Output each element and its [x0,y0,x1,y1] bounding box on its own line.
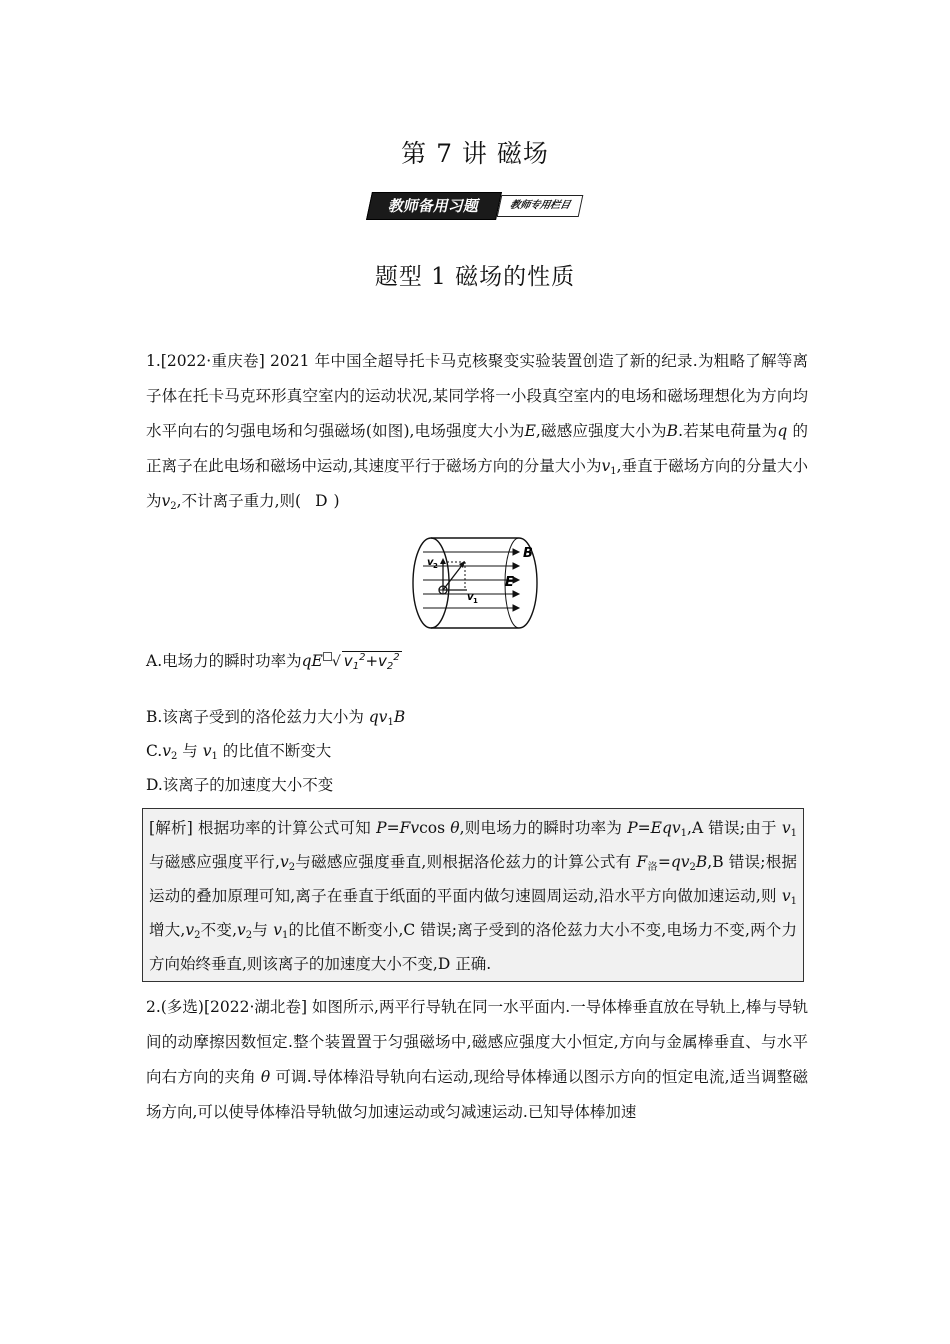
question-1-text: ) [333,492,340,510]
symbol-v2: v [237,921,246,939]
analysis-text: ,A 错误;由于 [687,819,782,837]
option-c-prefix: C. [146,742,163,760]
question-1-source: 1.[2022·重庆卷] [146,352,265,370]
question-2 [146,990,808,1130]
arrow-head [513,549,519,555]
subscript: 1 [387,717,394,728]
symbol-theta: θ [450,819,460,837]
banner-sub-label: 教师专用栏目 [497,195,584,217]
symbol-v1: v [601,457,611,475]
symbol-F: F [636,853,648,871]
label-v2-sub: 2 [433,562,438,570]
field-cylinder-figure [409,534,541,632]
label-E: E [505,575,514,590]
plus-sign: + [365,652,379,670]
arrow-head [513,605,519,611]
symbol-B: B [666,422,679,440]
option-c-text: 与 [177,742,203,760]
symbol-v1: v [781,887,791,905]
superscript: 2 [393,652,400,663]
option-a-qE: qE [301,652,323,670]
analysis-text: cos [419,819,451,837]
placeholder-box [323,652,332,661]
symbol-B: B [695,853,708,871]
label-v1-sub: 1 [473,597,478,605]
option-c-text: 的比值不断变大 [217,742,332,760]
option-c-v2: v [162,742,171,760]
analysis-text: 根据功率的计算公式可知 [192,819,377,837]
velocity-resultant-vector [443,564,463,590]
analysis-text: ,B 错误;根据运动的叠加原理可知,离子在垂直于纸面的平面内做匀速圆周运动,沿水平方向做加速运动,则 [149,853,798,905]
sqrt-v2: v [378,652,387,670]
analysis-text: 不变, [200,921,238,939]
symbol-theta: θ [260,1068,271,1086]
question-1-text: ,不计离子重力,则( [176,492,302,510]
option-a-sqrt [342,651,402,670]
analysis-tag: [解析] [149,819,193,837]
option-a-text: A.电场力的瞬时功率为 [146,652,302,670]
option-b-B: B [393,708,406,726]
symbol-v1: v [273,921,282,939]
analysis-text: 与 [252,921,274,939]
option-d: D.该离子的加速度大小不变 [146,776,334,794]
label-v1: v [467,592,474,603]
section-title: 题型 1 磁场的性质 [374,264,576,290]
subscript: 2 [245,930,253,941]
question-1-text: 的正离子在此电场和磁场中运动,其速度平行于磁场方向的分量大小为 [146,422,808,475]
option-b-text: B.该离子受到的洛伦兹力大小为 [146,708,369,726]
symbol-v2: v [185,921,195,939]
question-1 [146,344,808,519]
radical-sign: √ [331,654,341,670]
answer-letter: D [315,492,328,510]
symbol-v2: v [279,853,289,871]
subscript: 1 [790,896,797,907]
subscript: 1 [281,930,289,941]
analysis-text: 的比值不断变小,C 错误;离子受到的洛伦兹力大小不变,电场力不变,两个力方向始终垂直,则该离子的加速度大小不变,D 正确. [149,921,798,973]
label-v2: v [427,557,434,568]
subscript: 2 [194,930,201,941]
question-2-text: 如图所示,两平行导轨在同一水平面内.一导体棒垂直放在导轨上,棒与导轨间的动摩擦因数恒定.整个装置置于匀强磁场中,磁感应强度大小恒定,方向与金属棒垂直、与水平向右方向的夹角 [146,998,808,1086]
analysis-text: ,则电场力的瞬时功率为 [459,819,628,837]
question-1-text: ,磁感应强度大小为 [535,422,667,440]
arrow-head [440,558,446,564]
question-2-text: 可调.导体棒沿导轨向右运动,现给导体棒通以图示方向的恒定电流,适当调整磁场方向,可以使导体棒沿导轨做匀加速运动或匀减速运动.已知导体棒加速 [146,1068,808,1121]
equals-sign: = [657,853,671,871]
option-a [146,648,402,675]
subscript: 2 [386,661,394,672]
option-c [146,738,331,764]
formula-P-Eqv: P=Eqv [627,819,681,837]
option-b-qv: qv [368,708,388,726]
subscript: 2 [170,501,177,512]
subscript: 1 [680,828,688,839]
formula-P-Fv: P=Fv [376,819,420,837]
symbol-qv: qv [670,853,690,871]
subscript: 2 [288,862,296,873]
symbol-v1: v [781,819,791,837]
lecture-title: 第 7 讲 磁场 [401,139,549,168]
subscript: 1 [352,661,360,672]
question-2-source: 2.(多选)[2022·湖北卷] [146,998,308,1016]
superscript: 2 [359,652,366,663]
option-c-v1: v [202,742,212,760]
subscript: 2 [689,862,696,873]
subscript: 1 [610,466,617,477]
analysis-text: 增大, [149,921,186,939]
subscript: 1 [790,828,797,839]
question-1-text: 2021 年中国全超导托卡马克核聚变实验装置创造了新的纪录.为粗略了解等离子体在托卡马克环形真空室内的运动状况,某同学将一小段真空室内的电场和磁场理想化为方向均水平向右的匀强电场和匀强磁场(如图),电场强度大小为 [146,352,808,440]
analysis-text: 与磁感应强度平行, [149,853,280,871]
label-B: B [523,546,533,561]
arrow-head [513,591,519,597]
analysis-text: 与磁感应强度垂直,则根据洛伦兹力的计算公式有 [295,853,637,871]
analysis-box [142,808,804,982]
banner-main-label: 教师备用习题 [366,192,502,220]
arrow-head [513,577,519,583]
symbol-q: q [777,422,788,440]
sqrt-v1: v [343,652,353,670]
question-1-text: ,垂直于磁场方向的分量大小为 [146,457,808,510]
subscript: 洛 [647,862,658,873]
question-1-text: .若某电荷量为 [678,422,778,440]
subscript: 1 [211,751,218,762]
option-b [146,704,405,730]
arrow-head [513,563,519,569]
teacher-banner [369,192,583,218]
symbol-E: E [524,422,536,440]
symbol-v2: v [161,492,171,510]
subscript: 2 [171,751,178,762]
